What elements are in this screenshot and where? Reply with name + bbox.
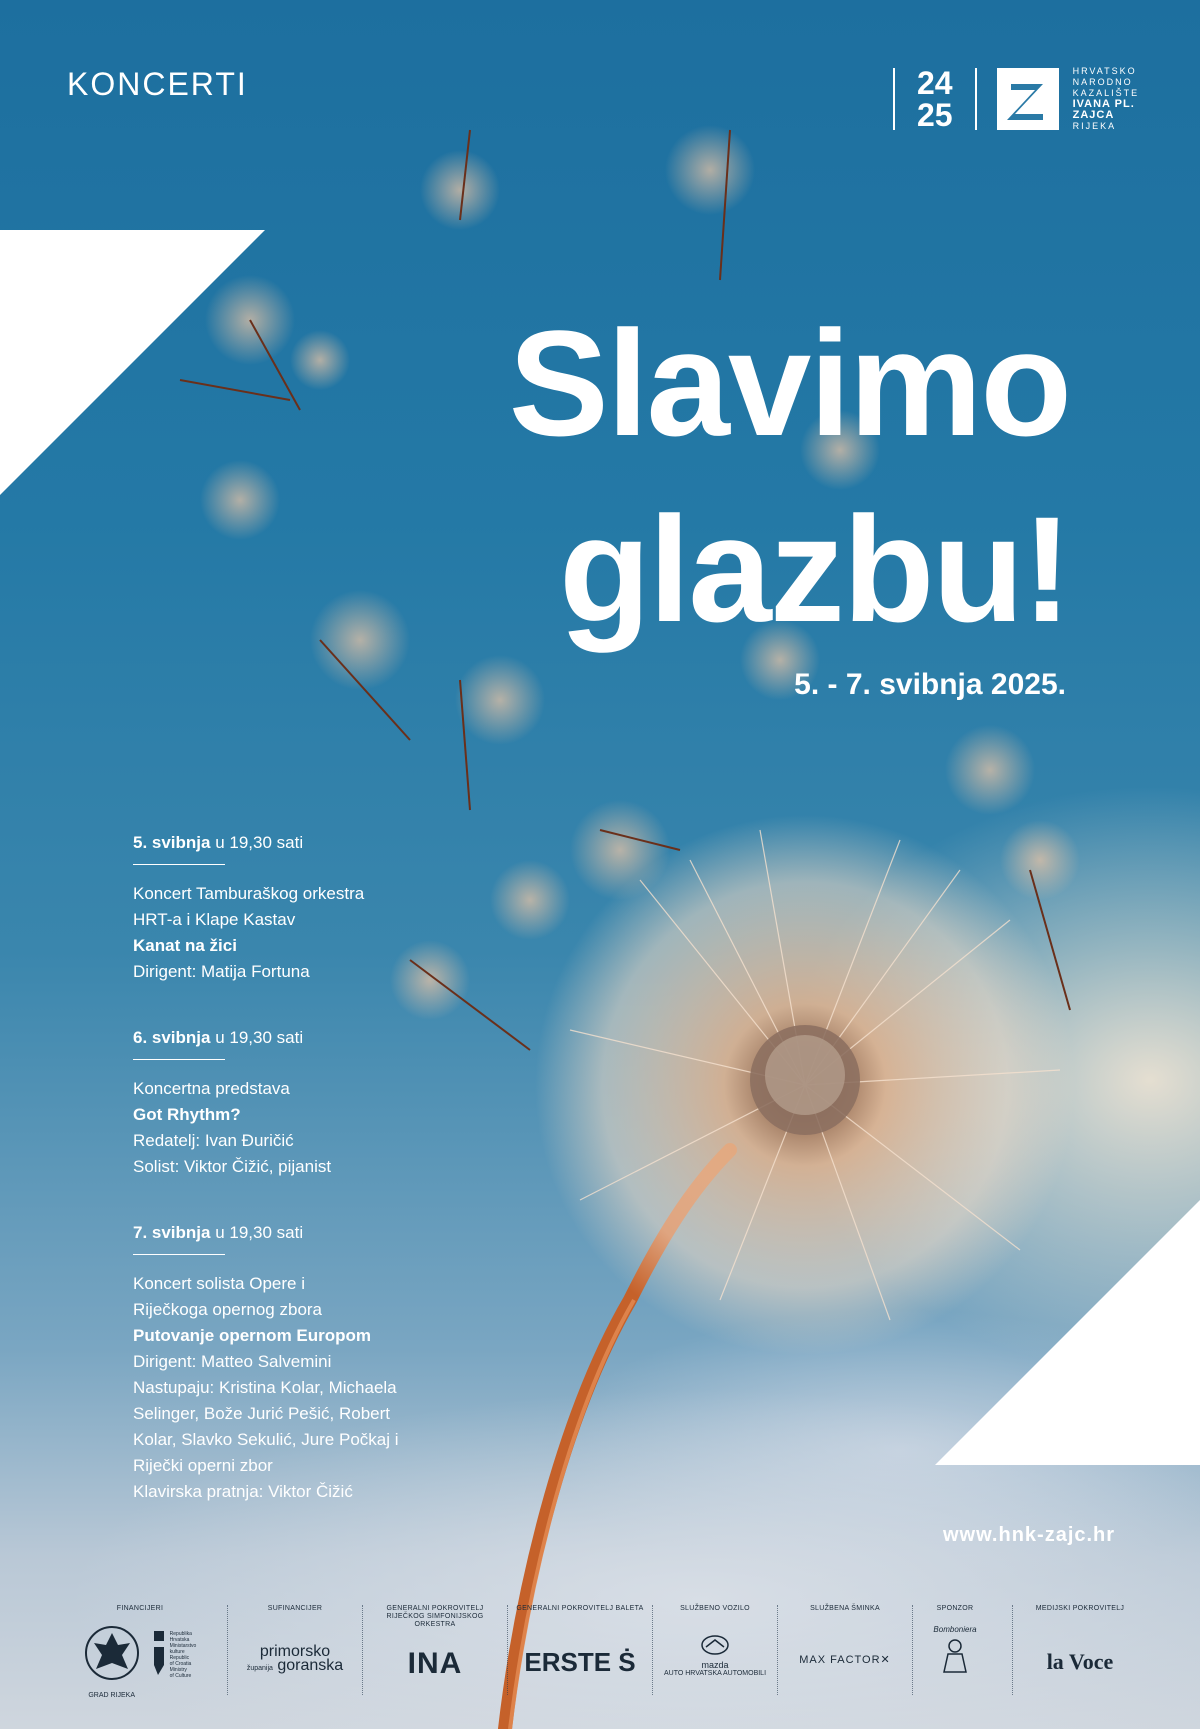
ministry-line: Ministry	[169, 1667, 187, 1673]
festival-dates: 5. - 7. svibnja 2025.	[794, 668, 1066, 701]
divider	[1012, 1605, 1014, 1695]
event-3	[133, 1220, 453, 1505]
season-and-theatre-logo	[893, 66, 1139, 132]
ministry-line: of Culture	[169, 1673, 192, 1679]
grad-rijeka-label: GRAD RIJEKA	[88, 1692, 135, 1699]
sponsor-financijeri	[60, 1605, 220, 1715]
divider	[507, 1605, 509, 1695]
event-line: Nastupaju: Kristina Kolar, Michaela	[133, 1378, 397, 1397]
title-line-1: Slavimo	[508, 299, 1070, 467]
event-time: u 19,30 sati	[215, 833, 304, 852]
event-title: Putovanje opernom Europom	[133, 1326, 372, 1345]
ministry-line: Hrvatska	[169, 1637, 190, 1643]
divider	[133, 1059, 225, 1060]
divider	[133, 864, 225, 865]
event-line: Kolar, Slavko Sekulić, Jure Počkaj i	[133, 1430, 399, 1449]
ministry-line: Republic	[169, 1655, 190, 1661]
divider	[652, 1605, 654, 1695]
event-date: 6. svibnja	[133, 1028, 211, 1047]
sponsor-caption: SLUŽBENA ŠMINKA	[810, 1605, 880, 1612]
white-triangle-decoration	[0, 230, 265, 495]
org-city: RIJEKA	[1072, 121, 1117, 131]
mazda-label: mazda	[701, 1660, 729, 1670]
ministry-text	[170, 1631, 197, 1679]
divider	[777, 1605, 779, 1695]
event-time: u 19,30 sati	[215, 1028, 304, 1047]
sponsor-caption: MEDIJSKI POKROVITELJ	[1035, 1605, 1125, 1612]
sponsor-caption: SLUŽBENO VOZILO	[680, 1605, 750, 1612]
event-line: Klavirska pratnja: Viktor Čižić	[133, 1482, 353, 1501]
event-line: Dirigent: Matteo Salvemini	[133, 1352, 332, 1371]
divider	[893, 68, 895, 130]
sponsor-maxfactor	[785, 1605, 905, 1715]
event-line: Koncertna predstava	[133, 1079, 290, 1098]
org-name-line: IVANA PL.	[1072, 98, 1135, 110]
theatre-name	[1073, 66, 1140, 132]
event-line: Koncert solista Opere i	[133, 1274, 305, 1293]
event-line: Riječki operni zbor	[133, 1456, 273, 1475]
bomboniera-logo-icon	[936, 1634, 974, 1674]
season-years	[917, 67, 953, 131]
season-bottom: 25	[917, 97, 953, 133]
grad-rijeka-eagle-icon	[84, 1623, 140, 1687]
ministry-line: Republika	[169, 1631, 192, 1637]
event-line: Selinger, Bože Jurić Pešić, Robert	[133, 1404, 391, 1423]
event-time: u 19,30 sati	[215, 1223, 304, 1242]
event-date: 7. svibnja	[133, 1223, 211, 1242]
event-title: Got Rhythm?	[133, 1105, 241, 1124]
sponsor-ina	[370, 1605, 500, 1715]
bomboniera-label: Bomboniera	[933, 1625, 977, 1634]
white-triangle-decoration	[935, 1200, 1200, 1465]
org-line: HRVATSKO	[1072, 66, 1137, 76]
erste-logo	[515, 1647, 645, 1678]
sponsor-caption: FINANCIJERI	[116, 1605, 164, 1612]
event-line: HRT-a i Klape Kastav	[133, 910, 296, 929]
sponsor-pgz	[235, 1605, 355, 1715]
sponsor-mazda	[660, 1605, 770, 1715]
event-date: 5. svibnja	[133, 833, 211, 852]
category-label: KONCERTI	[67, 66, 248, 102]
event-line: Riječkoga opernog zbora	[133, 1300, 323, 1319]
maxfactor-wordmark: MAX FACTOR	[799, 1654, 881, 1666]
sponsor-caption: GENERALNI POKROVITELJ RIJEČKOG SIMFONIJSKOG ORKESTRA	[386, 1605, 484, 1628]
ministry-line: Ministarstvo	[169, 1643, 197, 1649]
poster-title	[420, 290, 1070, 662]
sponsor-caption: SUFINANCIJER	[267, 1605, 323, 1612]
mazda-logo-icon	[701, 1635, 729, 1655]
event-2	[133, 1025, 453, 1180]
divider	[133, 1254, 225, 1255]
event-line: Redatelj: Ivan Đuričić	[133, 1131, 294, 1150]
erste-s-icon: Ṡ	[618, 1647, 636, 1677]
org-name-line: ZAJCA	[1072, 109, 1115, 121]
auto-hrvatska-label: AUTO HRVATSKA AUTOMOBILI	[663, 1670, 767, 1677]
concert-program	[133, 830, 453, 1545]
lavoce-logo: la Voce	[1046, 1649, 1114, 1674]
event-title: Kanat na žici	[133, 936, 237, 955]
ministry-line: kulture	[169, 1649, 185, 1655]
event-1	[133, 830, 453, 985]
divider	[912, 1605, 914, 1695]
org-line: KAZALIŠTE	[1072, 88, 1140, 98]
pgz-line2: goranska	[277, 1657, 344, 1674]
sponsor-lavoce	[1020, 1605, 1140, 1715]
maxfactor-logo	[785, 1653, 905, 1666]
season-top: 24	[917, 65, 953, 101]
theatre-logo-icon	[997, 68, 1059, 130]
divider	[362, 1605, 364, 1695]
pgz-small: županija	[246, 1665, 273, 1672]
event-line: Koncert Tamburaškog orkestra	[133, 884, 365, 903]
event-line: Solist: Viktor Čižić, pijanist	[133, 1157, 332, 1176]
divider	[975, 68, 977, 130]
sponsor-erste	[515, 1605, 645, 1715]
sponsor-caption: SPONZOR	[936, 1605, 974, 1612]
sponsors-bar	[60, 1605, 1140, 1715]
sponsor-caption: GENERALNI POKROVITELJ BALETA	[516, 1605, 644, 1612]
sponsor-bomboniera	[920, 1605, 990, 1715]
title-line-2: glazbu!	[559, 485, 1070, 653]
erste-wordmark: ERSTE	[524, 1647, 612, 1677]
pgz-logo	[235, 1645, 355, 1676]
ministry-logo-icon	[152, 1631, 166, 1675]
ina-logo: INA	[407, 1647, 463, 1680]
website-link[interactable]: www.hnk-zajc.hr	[943, 1524, 1116, 1546]
event-line: Dirigent: Matija Fortuna	[133, 962, 310, 981]
divider	[227, 1605, 229, 1695]
org-line: NARODNO	[1072, 77, 1133, 87]
x-icon: ✕	[880, 1654, 891, 1666]
ministry-line: of Croatia	[169, 1661, 192, 1667]
pgz-line1: primorsko	[259, 1643, 331, 1660]
